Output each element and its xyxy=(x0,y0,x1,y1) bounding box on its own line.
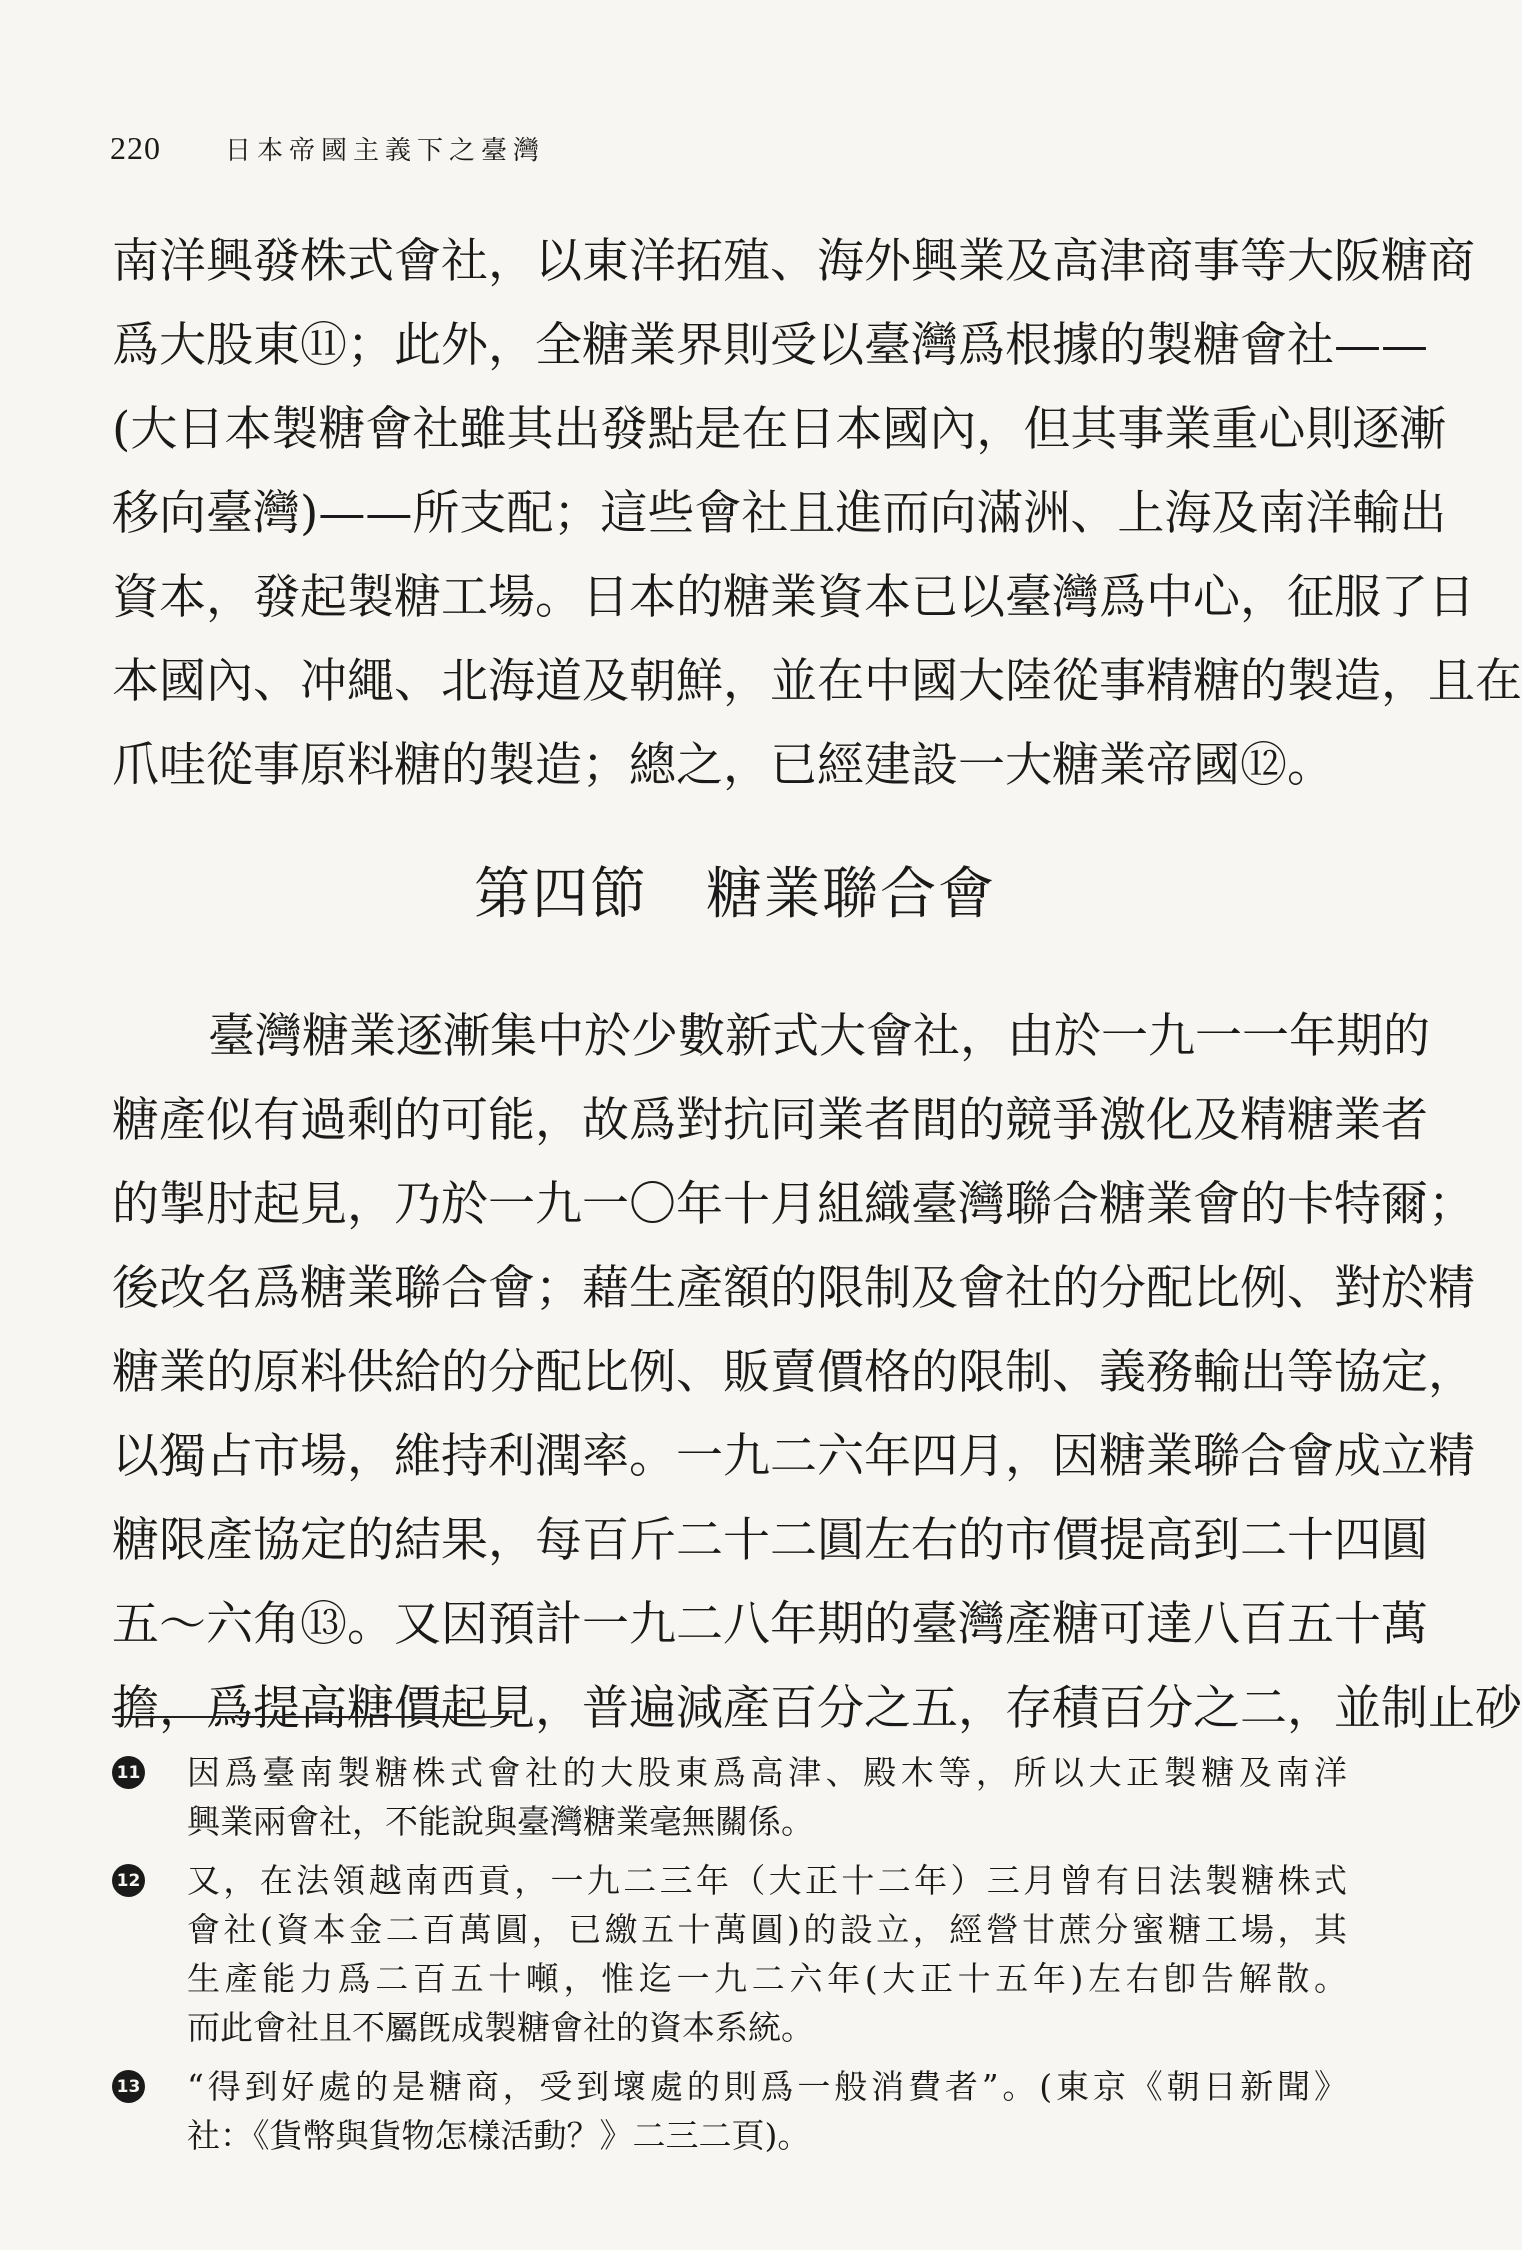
paragraph-line: 爲大股東⑪；此外，全糖業界則受以臺灣爲根據的製糖會社—— xyxy=(112,318,1428,373)
paragraph-line: 本國內、冲繩、北海道及朝鮮，並在中國大陸從事精糖的製造，且在 xyxy=(112,654,1522,709)
paragraph-line: 糖限產協定的結果，每百斤二十二圓左右的市價提高到二十四圓 xyxy=(112,1513,1428,1568)
footnote-line: 而此會社且不屬旣成製糖會社的資本系統。 xyxy=(187,2008,814,2047)
paragraph-line: 的掣肘起見，乃於一九一〇年十月組織臺灣聯合糖業會的卡特爾； xyxy=(112,1177,1475,1232)
paragraph-line: 南洋興發株式會社，以東洋拓殖、海外興業及高津商事等大阪糖商 xyxy=(112,234,1475,289)
paragraph-1 xyxy=(112,220,1522,808)
paragraph-line: 臺灣糖業逐漸集中於少數新式大會社，由於一九一一年期的 xyxy=(208,1009,1430,1064)
paragraph-line: 後改名爲糖業聯合會；藉生產額的限制及會社的分配比例、對於精 xyxy=(112,1261,1475,1316)
footnote-marker: 13 xyxy=(112,2070,145,2103)
page-header xyxy=(110,130,545,180)
footnote-body xyxy=(187,1856,1347,2052)
paragraph-line: 資本，發起製糖工場。日本的糖業資本已以臺灣爲中心，征服了日 xyxy=(112,570,1475,625)
running-title: 日本帝國主義下之臺灣 xyxy=(225,136,546,166)
paragraph-line: 五～六角⑬。又因預計一九二八年期的臺灣產糖可達八百五十萬 xyxy=(112,1597,1428,1652)
paragraph-line: (大日本製糖會社雖其出發點是在日本國內，但其事業重心則逐漸 xyxy=(112,402,1447,457)
footnote-body xyxy=(187,2062,1347,2160)
section-heading: 第四節 糖業聯合會 xyxy=(474,862,996,927)
footnote-line: 因爲臺南製糖株式會社的大股東爲高津、殿木等，所以大正製糖及南洋 xyxy=(187,1753,1347,1792)
paragraph-line: 以獨占市場，維持利潤率。一九二六年四月，因糖業聯合會成立精 xyxy=(112,1429,1475,1484)
footnote-line: 生產能力爲二百五十噸，惟迄一九二六年(大正十五年)左右卽告解散。 xyxy=(187,1959,1347,1998)
footnotes xyxy=(112,1748,1352,2160)
footnote-marker: 11 xyxy=(112,1756,145,1789)
footnote-line: 又，在法領越南西貢，一九二三年（大正十二年）三月曾有日法製糖株式 xyxy=(187,1861,1347,1900)
paragraph-line: 移向臺灣)——所支配；這些會社且進而向滿洲、上海及南洋輸出 xyxy=(112,486,1447,541)
footnote-line: 興業兩會社，不能說與臺灣糖業毫無關係。 xyxy=(187,1802,814,1841)
paragraph-line: 糖業的原料供給的分配比例、販賣價格的限制、義務輸出等協定， xyxy=(112,1345,1475,1400)
footnote-13 xyxy=(112,2062,1352,2160)
paragraph-2 xyxy=(112,995,1522,1751)
footnote-line: 社：《貨幣與貨物怎樣活動？》二三二頁)。 xyxy=(187,2116,811,2155)
paragraph-line: 擔，爲提高糖價起見，普遍減產百分之五，存積百分之二，並制止砂 xyxy=(112,1681,1522,1736)
paragraph-line: 爪哇從事原料糖的製造；總之，已經建設一大糖業帝國⑫。 xyxy=(112,738,1334,793)
footnote-marker: 12 xyxy=(112,1864,145,1897)
footnote-body xyxy=(187,1748,1347,1846)
footnote-11 xyxy=(112,1748,1352,1846)
footnote-rule xyxy=(112,1716,512,1718)
footnote-line: “得到好處的是糖商，受到壞處的則爲一般消費者”。(東京《朝日新聞》 xyxy=(187,2067,1347,2106)
footnote-line: 會社(資本金二百萬圓，已繳五十萬圓)的設立，經營甘蔗分蜜糖工場，其 xyxy=(187,1910,1347,1949)
page-number: 220 xyxy=(110,130,161,166)
footnote-12 xyxy=(112,1856,1352,2052)
paragraph-line: 糖產似有過剩的可能，故爲對抗同業者間的競爭激化及精糖業者 xyxy=(112,1093,1428,1148)
